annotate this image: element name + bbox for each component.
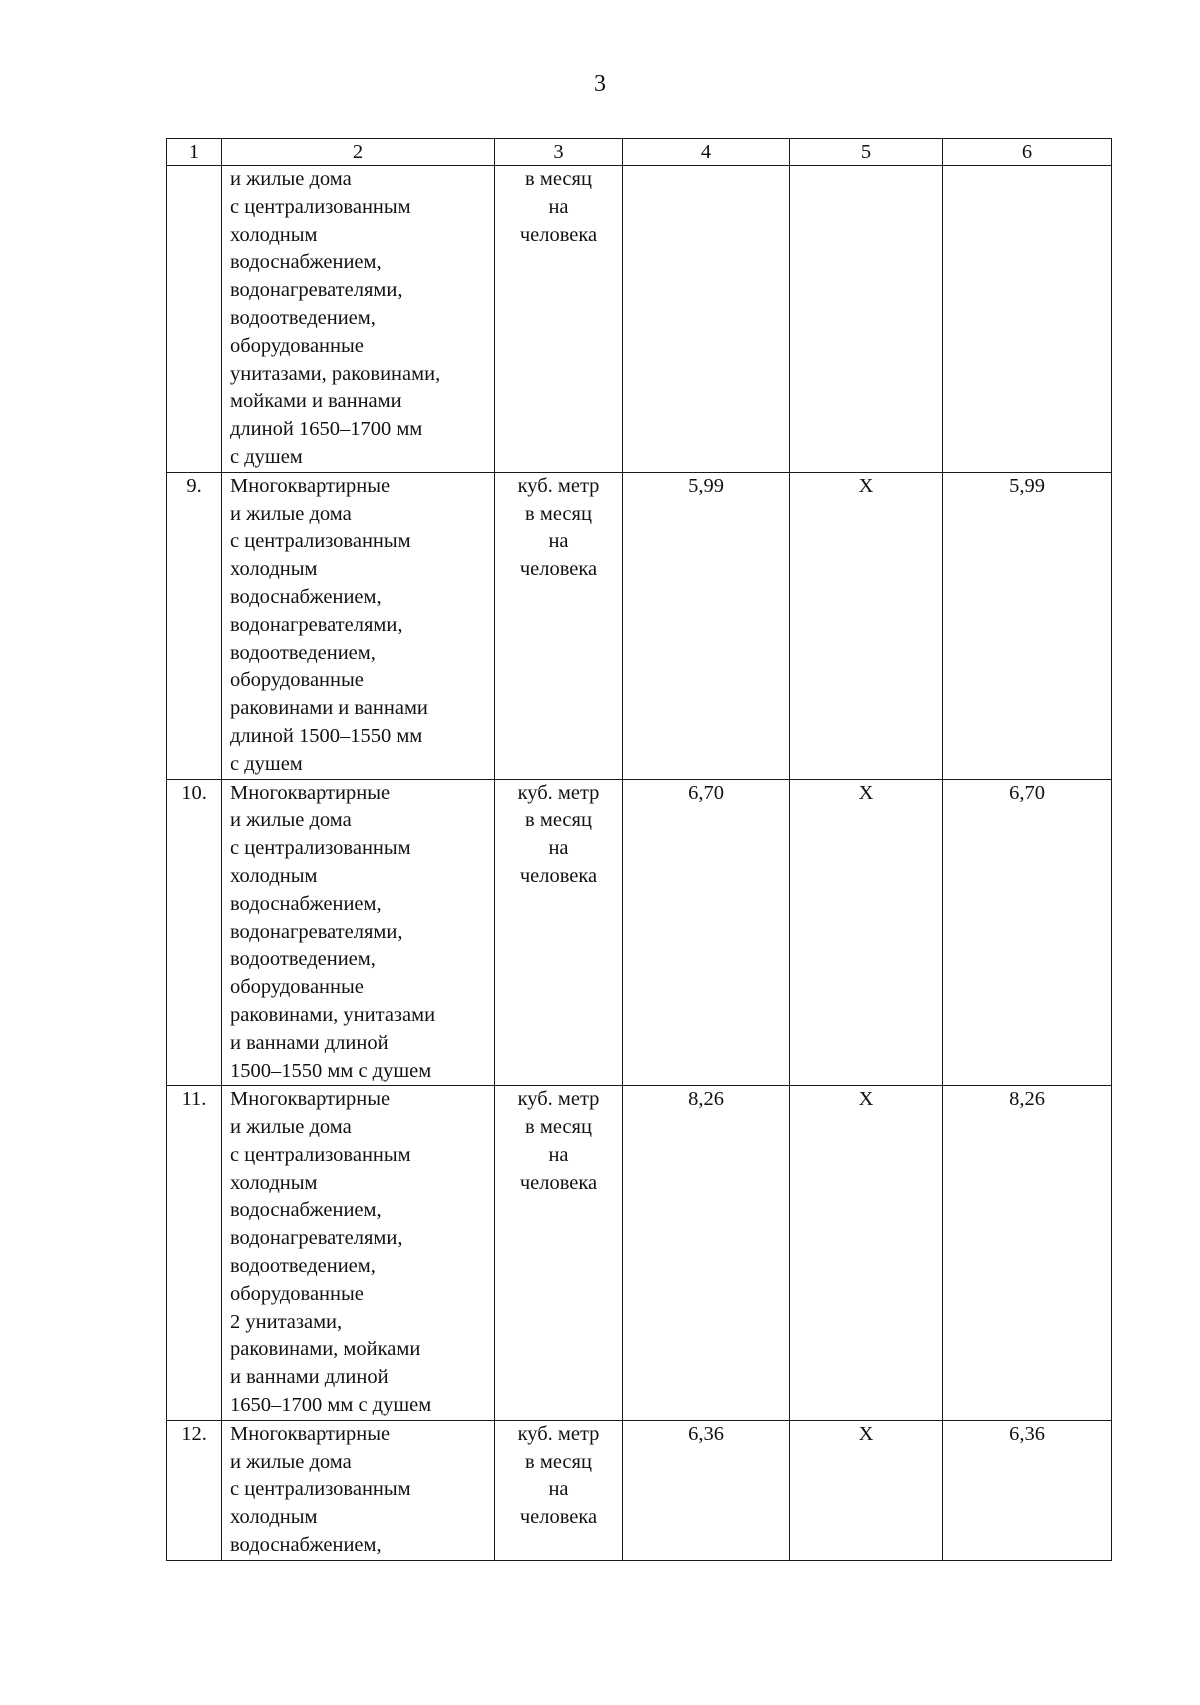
row-number	[167, 166, 222, 473]
row-description: Многоквартирные и жилые дома с централизованным холодным водоснабжением, водонагревателями, водоотведением, оборудованные раковинами и ваннами длиной 1500–1550 мм с душем	[222, 472, 495, 779]
row-value-col6: 6,36	[943, 1420, 1112, 1560]
row-number: 12.	[167, 1420, 222, 1560]
table-row	[167, 166, 1112, 473]
table-row	[167, 472, 1112, 779]
page-number: 3	[594, 71, 606, 97]
row-unit: куб. метр в месяц на человека	[495, 1086, 623, 1421]
row-description: и жилые дома с централизованным холодным водоснабжением, водонагревателями, водоотведением, оборудованные унитазами, раковинами, мойками и ваннами длиной 1650–1700 мм с душем	[222, 166, 495, 473]
row-unit: куб. метр в месяц на человека	[495, 472, 623, 779]
table-header-row	[167, 139, 1112, 166]
row-value-col5: Х	[790, 779, 943, 1086]
header-cell-6: 6	[943, 139, 1112, 166]
row-value-col6	[943, 166, 1112, 473]
row-value-col5: Х	[790, 472, 943, 779]
row-number: 11.	[167, 1086, 222, 1421]
header-cell-1: 1	[167, 139, 222, 166]
row-value-col4: 6,36	[623, 1420, 790, 1560]
row-value-col5	[790, 166, 943, 473]
row-description: Многоквартирные и жилые дома с централизованным холодным водоснабжением,	[222, 1420, 495, 1560]
header-cell-4: 4	[623, 139, 790, 166]
row-number: 9.	[167, 472, 222, 779]
row-number: 10.	[167, 779, 222, 1086]
row-description: Многоквартирные и жилые дома с централизованным холодным водоснабжением, водонагревателями, водоотведением, оборудованные 2 унитазами, раковинами, мойками и ваннами длиной 1650–1700 мм с душем	[222, 1086, 495, 1421]
norms-table	[166, 138, 1112, 1561]
row-value-col5: Х	[790, 1086, 943, 1421]
table-row	[167, 779, 1112, 1086]
table-row	[167, 1420, 1112, 1560]
row-unit: в месяц на человека	[495, 166, 623, 473]
row-value-col4: 5,99	[623, 472, 790, 779]
header-cell-3: 3	[495, 139, 623, 166]
row-value-col4: 8,26	[623, 1086, 790, 1421]
row-value-col6: 6,70	[943, 779, 1112, 1086]
row-value-col6: 8,26	[943, 1086, 1112, 1421]
row-unit: куб. метр в месяц на человека	[495, 1420, 623, 1560]
header-cell-2: 2	[222, 139, 495, 166]
row-value-col6: 5,99	[943, 472, 1112, 779]
table-row	[167, 1086, 1112, 1421]
row-value-col4: 6,70	[623, 779, 790, 1086]
header-cell-5: 5	[790, 139, 943, 166]
row-unit: куб. метр в месяц на человека	[495, 779, 623, 1086]
row-value-col4	[623, 166, 790, 473]
row-value-col5: Х	[790, 1420, 943, 1560]
row-description: Многоквартирные и жилые дома с централизованным холодным водоснабжением, водонагревателями, водоотведением, оборудованные раковинами, унитазами и ваннами длиной 1500–1550 мм с душем	[222, 779, 495, 1086]
